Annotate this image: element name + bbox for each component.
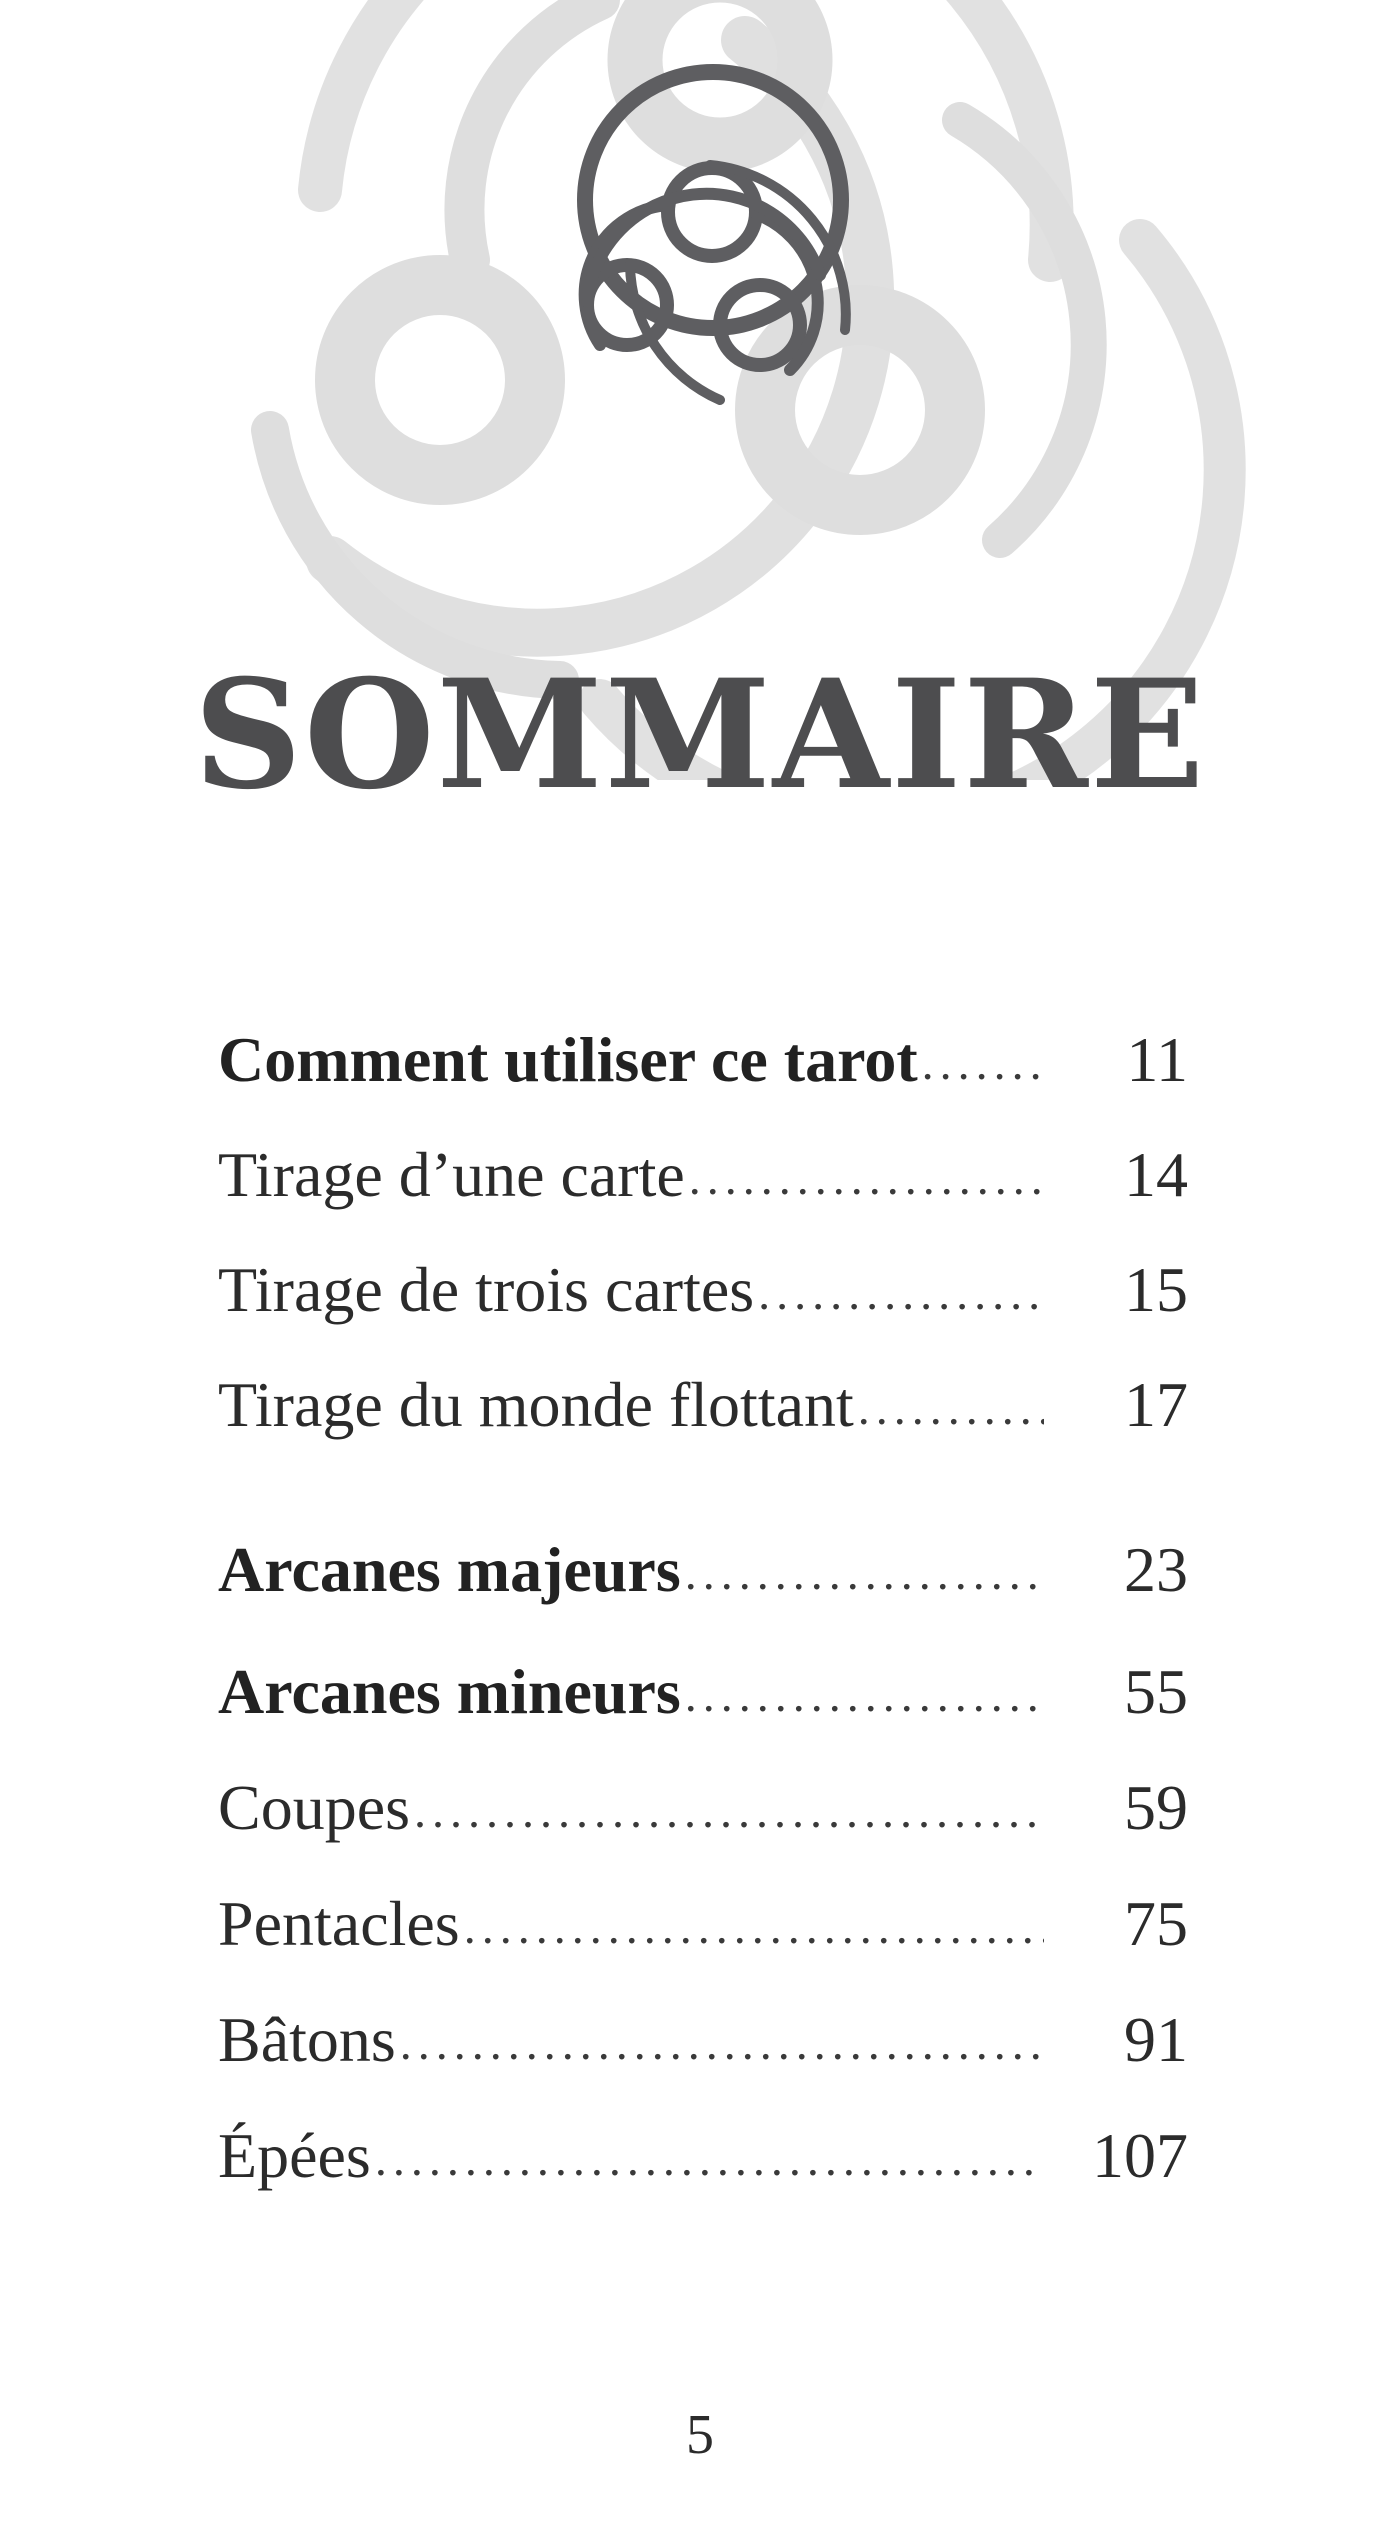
- toc-entry-label: Tirage d’une carte: [218, 1139, 685, 1210]
- toc-entry-label: Épées: [218, 2120, 371, 2191]
- toc-leader-dots: [858, 1369, 1044, 1449]
- toc-leader-dots: [375, 2120, 1044, 2200]
- toc-entry: [218, 1135, 1188, 1215]
- toc-entry-label: Arcanes majeurs: [218, 1534, 681, 1605]
- toc-entry-page: 11: [1126, 1024, 1188, 1095]
- toc-entry-label: Comment utiliser ce tarot: [218, 1024, 918, 1095]
- toc-entry-label: Tirage de trois cartes: [218, 1254, 755, 1325]
- toc-leader-dots: [400, 2004, 1044, 2084]
- toc-entry-page: 15: [1124, 1254, 1188, 1325]
- toc-entry: [218, 1530, 1188, 1610]
- toc-entry-label: Tirage du monde flottant: [218, 1369, 854, 1440]
- toc-entry: [218, 1365, 1188, 1445]
- toc-entry-page: 91: [1124, 2004, 1188, 2075]
- toc-entry-page: 55: [1124, 1656, 1188, 1727]
- toc-leader-dots: [689, 1139, 1044, 1219]
- toc-entry-page: 23: [1124, 1534, 1188, 1605]
- page-number: 5: [686, 2404, 714, 2466]
- toc-entry: [218, 1652, 1188, 1732]
- toc-entry: [218, 2000, 1188, 2080]
- toc-entry: [218, 2116, 1188, 2196]
- toc-entry-page: 59: [1124, 1772, 1188, 1843]
- toc-entry-page: 107: [1092, 2120, 1188, 2191]
- toc-leader-dots: [685, 1656, 1044, 1736]
- toc-entry-label: Pentacles: [218, 1888, 460, 1959]
- toc-entry: [218, 1250, 1188, 1330]
- page-title: SOMMAIRE: [193, 647, 1207, 823]
- toc-leader-dots: [464, 1888, 1044, 1968]
- toc-leader-dots: [922, 1024, 1044, 1104]
- toc-entry-label: Bâtons: [218, 2004, 396, 2075]
- toc-leader-dots: [414, 1772, 1044, 1852]
- toc-leader-dots: [685, 1534, 1044, 1614]
- toc-entry-page: 75: [1124, 1888, 1188, 1959]
- toc-entry-label: Arcanes mineurs: [218, 1656, 681, 1727]
- toc-entry-page: 14: [1124, 1139, 1188, 1210]
- toc-leader-dots: [758, 1254, 1044, 1334]
- toc-entry: [218, 1020, 1188, 1100]
- toc-entry-label: Coupes: [218, 1772, 410, 1843]
- toc-entry: [218, 1884, 1188, 1964]
- toc-entry: [218, 1768, 1188, 1848]
- toc-entry-page: 17: [1124, 1369, 1188, 1440]
